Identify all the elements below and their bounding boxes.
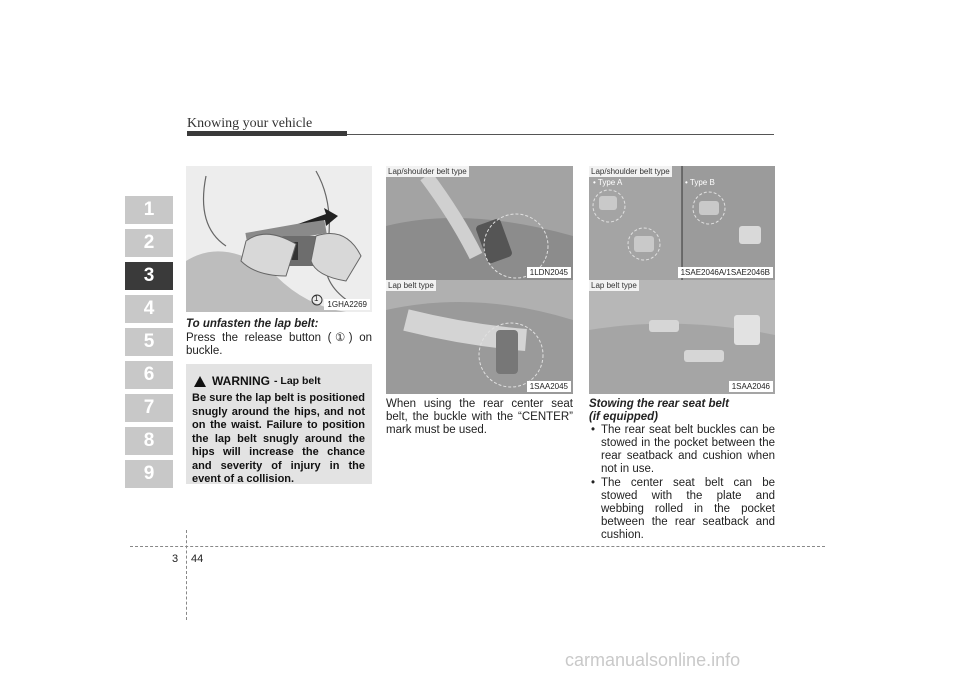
chapter-tab-6[interactable]: 6 bbox=[125, 361, 173, 389]
hands-buckle-illustration bbox=[186, 166, 372, 312]
stowed-lap-belt-photo bbox=[589, 280, 775, 394]
footer-rule bbox=[130, 546, 825, 547]
stowing-heading-line2: (if equipped) bbox=[589, 411, 658, 423]
list-item: • The center seat belt can be stowed with the plate and webbing rolled in the pocket between the rear seatback and cushion. bbox=[589, 477, 775, 542]
type-a-label: • Type A bbox=[593, 178, 623, 187]
chapter-tab-8[interactable]: 8 bbox=[125, 427, 173, 455]
footer-chapter: 3 bbox=[172, 553, 179, 565]
figure-label: Lap/shoulder belt type bbox=[591, 167, 670, 176]
watermark: carmanualsonline.info bbox=[565, 650, 741, 670]
type-b-label: • Type B bbox=[685, 178, 715, 187]
list-item: • The rear seat belt buckles can be stowed in the pocket between the rear seatback and cushion when not in use. bbox=[589, 424, 775, 476]
warning-title bbox=[194, 374, 321, 388]
footer-divider bbox=[186, 530, 187, 620]
unfasten-heading: To unfasten the lap belt: bbox=[186, 318, 319, 330]
warning-subtitle: - Lap belt bbox=[274, 375, 321, 387]
unfasten-text: Press the release button (①) on buckle. bbox=[186, 332, 372, 357]
figure-label: Lap/shoulder belt type bbox=[388, 167, 467, 176]
lap-belt-buckle-photo bbox=[386, 280, 573, 394]
lap-shoulder-buckle-photo bbox=[386, 166, 573, 280]
center-belt-text: When using the rear center seat belt, the buckle with the “CENTER” mark must be used. bbox=[386, 398, 573, 436]
stowing-heading bbox=[589, 398, 775, 424]
figure-rear-center-lap bbox=[386, 280, 573, 394]
figure-label: Lap belt type bbox=[591, 281, 637, 290]
warning-label: WARNING bbox=[212, 374, 270, 388]
figure-code: 1SAA2046 bbox=[729, 381, 773, 392]
warning-triangle-icon bbox=[194, 376, 206, 387]
figure-lap-belt-release bbox=[186, 166, 372, 312]
page-header-title: Knowing your vehicle bbox=[187, 116, 313, 131]
figure-code: 1SAA2045 bbox=[527, 381, 571, 392]
chapter-tab-9[interactable]: 9 bbox=[125, 460, 173, 488]
chapter-tab-3[interactable]: 3 bbox=[125, 262, 173, 290]
header-bar bbox=[187, 131, 347, 136]
stowing-heading-line1: Stowing the rear seat belt bbox=[589, 398, 729, 410]
chapter-tab-1[interactable]: 1 bbox=[125, 196, 173, 224]
chapter-tabs bbox=[125, 196, 173, 493]
chapter-tab-7[interactable]: 7 bbox=[125, 394, 173, 422]
figure-code: 1GHA2269 bbox=[324, 299, 370, 310]
footer-page-number: 44 bbox=[191, 553, 204, 565]
figure-rear-center-lap-shoulder bbox=[386, 166, 573, 280]
figure-code: 1LDN2045 bbox=[527, 267, 571, 278]
callout-marker: 1 bbox=[314, 294, 319, 303]
warning-text: Be sure the lap belt is positioned snugly around the hips, and not on the waist. Failure to position the lap belt snugly around the hips will increase the chance and severity of injury in the event of a collision. bbox=[192, 392, 365, 485]
warning-box bbox=[186, 364, 372, 484]
header-rule bbox=[347, 134, 774, 135]
figure-stowing-lap bbox=[589, 280, 775, 394]
chapter-tab-5[interactable]: 5 bbox=[125, 328, 173, 356]
stowing-bullets bbox=[589, 424, 775, 543]
figure-label: Lap belt type bbox=[388, 281, 434, 290]
figure-code: 1SAE2046A/1SAE2046B bbox=[678, 267, 773, 278]
chapter-tab-4[interactable]: 4 bbox=[125, 295, 173, 323]
figure-stowing-lap-shoulder bbox=[589, 166, 775, 280]
chapter-tab-2[interactable]: 2 bbox=[125, 229, 173, 257]
